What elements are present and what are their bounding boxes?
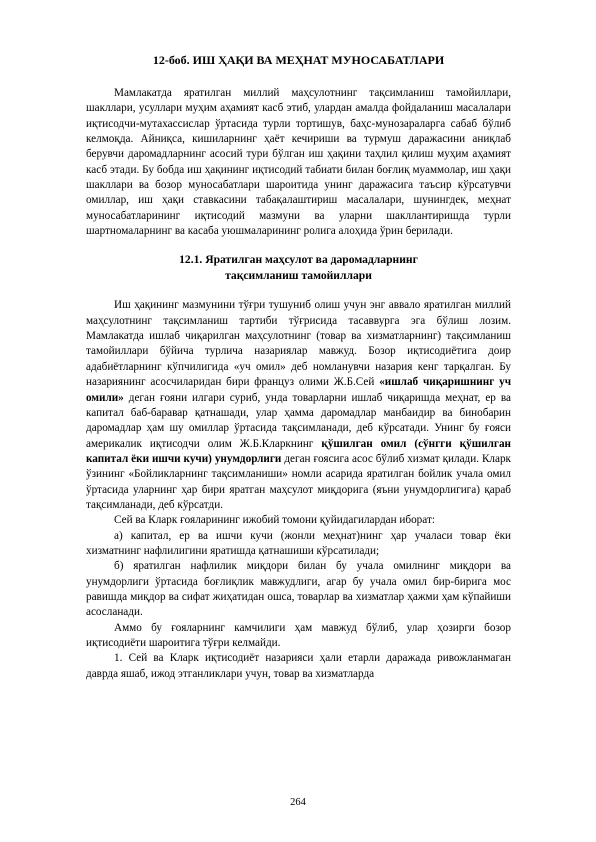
paragraph-text: деган ғоясига асос бўлиб хизмат қилади. Кларк ўзининг «Бойликларнинг тақсимланиши» номли асарида яратилган бойлик учала омил ўртасида уларнинг ҳар бири яратган маҳсулот миқдорига (яъни унумдорлигига) қараб тақсимланади, деб кўрсатди. [86, 452, 511, 511]
bold-term-three-factors: «ишлаб чиқаришнинг уч омили» [86, 376, 511, 404]
body-paragraph-5: Аммо бу ғояларнинг камчилиги ҳам мавжуд бўлиб, улар ҳозирги бозор иқтисодиёти шароитига тўғри келмайди. [86, 621, 511, 649]
chapter-title: 12-боб. ИШ ҲАҚИ ВА МЕҲНАТ МУНОСАБАТЛАРИ [152, 53, 445, 67]
section-title-line-2: тақсимланиш тамойиллари [225, 268, 372, 282]
body-paragraph-4: б) яратилган нафлилик миқдори билан бу учала омилнинг миқдори ва унумдорлиги ўртасида боғлиқлик мавжудлиги, агар бу учала омил бир-бирига мос равишда миқдор ва сифат жиҳатидан ошса, товарлар ва хизматлар ҳажми ҳам кўпайиши асосланади. [86, 560, 511, 619]
section-title [86, 252, 511, 283]
paragraph-text: Иш ҳақининг мазмунини тўғри тушуниб олиш учун энг аввало яратилган миллий маҳсулотнинг тақсимланиш тартиби тўғрисида тасаввурга эга бўлиш лозим. Мамлакатда ишлаб чиқарилган маҳсулотнинг (товар ва хизматларнинг) тақсимланиш тамойиллари бўйича турлича назариялар мавжуд. Бозор иқтисодиётига доир адабиётларнинг кўпчилигида «уч омил» деб номланувчи назария кенг тарқалган. Бу назариянинг асосчиларидан бири француз олими Ж.Б.Сей [86, 299, 511, 389]
page-number: 264 [290, 797, 306, 808]
paragraph-text: деган ғояни илгари суриб, унда товарларни ишлаб чиқаришда меҳнат, ер ва капитал баб-баравар қатнашади, улар ҳамма даромадлар манбаидир ва бинобарин даромадлар ҳам шу омиллар ўртасида тақсимланади, деб кўрсатади. Унинг бу ғояси америкалик иқтисодчи олим Ж.Б.Кларкнинг [86, 391, 511, 450]
body-paragraph-3: а) капитал, ер ва ишчи кучи (жонли меҳнат)нинг ҳар учаласи товар ёки хизматнинг нафлилигини яратишда қатнашиши кўрсатилади; [86, 529, 511, 557]
body-paragraph-6: 1. Сей ва Кларк иқтисодиёт назарияси ҳали етарли даражада ривожланмаган даврда яшаб, ижод этганликлари учун, товар ва хизматларда [86, 652, 511, 680]
bold-term-marginal-productivity: қўшилган омил (сўнгги қўшилган капитал ёки ишчи кучи) унумдорлиги [86, 437, 511, 465]
body-paragraph-2: Сей ва Кларк ғояларининг ижобий томони қуйидагилардан иборат: [114, 514, 435, 527]
body-paragraph-1 [86, 298, 511, 513]
intro-paragraph: Мамлакатда яратилган миллий маҳсулотнинг тақсимланиш тамойиллари, шакллари, усуллари муҳим аҳамият касб этиб, улардан амалда фойдаланиш масалалари иқтисодчи-мутахассислар ўртасида турли тортишув, баҳс-мунозараларга сабаб бўлиб келмоқда. Айниқса, кишиларнинг ҳаёт кечириши ва турмуш даражасини аниқлаб берувчи даромадларнинг асосий тури бўлган иш ҳақини таҳлил қилиш муҳим аҳамият касб этади. Бу бобда иш ҳақининг иқтисодий табиати билан боғлиқ муаммолар, иш ҳақи шакллари ва бозор муносабатлари шароитида унинг даражасига таъсир кўрсатувчи омиллар, иш ҳақи ставкасини табақалаштириш масалалари, шунингдек, меҳнат муносабатларининг иқтисодий мазмуни ва уларни шакллантиришда турли шартномаларнинг ва касаба уюшмаларининг ролига алоҳида ўрин берилади. [86, 87, 511, 238]
page-content [86, 52, 511, 682]
section-title-line-1: 12.1. Яратилган маҳсулот ва даромадларнинг [179, 253, 418, 267]
